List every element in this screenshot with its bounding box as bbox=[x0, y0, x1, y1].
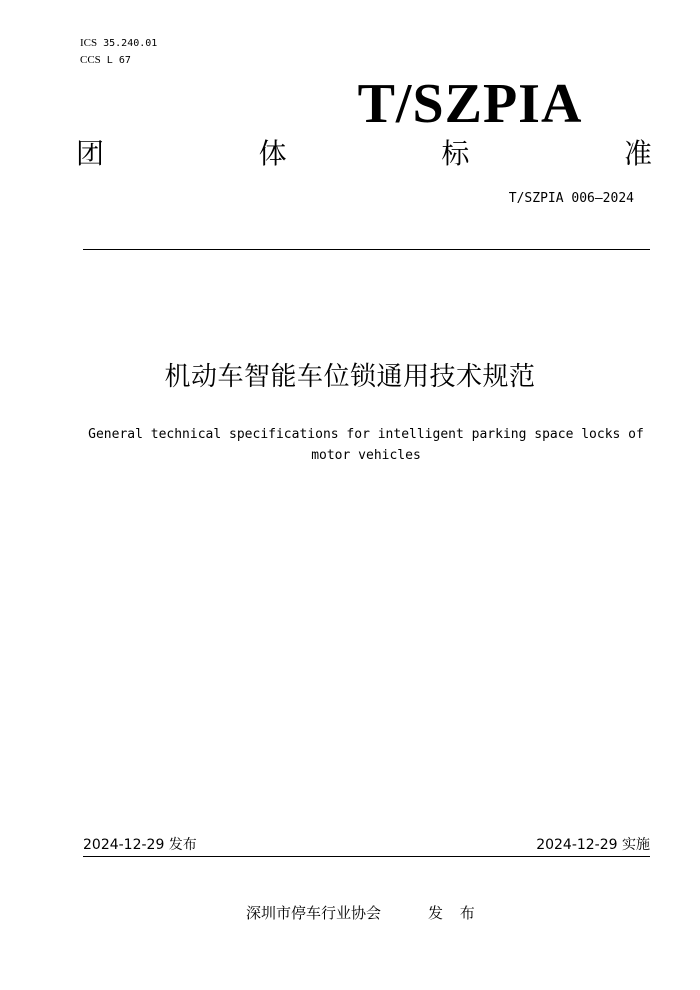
bottom-divider bbox=[83, 856, 650, 857]
document-title-cn: 机动车智能车位锁通用技术规范 bbox=[164, 362, 536, 392]
issuing-organization: 深圳市停车行业协会 bbox=[246, 904, 382, 922]
standard-type-char: 团 bbox=[76, 137, 105, 170]
ccs-label: CCS bbox=[80, 54, 101, 66]
standard-type-heading bbox=[76, 134, 652, 174]
ics-value: 35.240.01 bbox=[103, 38, 158, 49]
top-divider bbox=[83, 249, 650, 250]
standard-type-char: 标 bbox=[441, 137, 470, 170]
standard-number: T/SZPIA 006—2024 bbox=[508, 191, 634, 206]
implement-date: 2024-12-29 实施 bbox=[536, 837, 650, 853]
standard-type-char: 体 bbox=[258, 137, 287, 170]
ccs-code bbox=[80, 53, 131, 68]
publish-date: 2024-12-29 发布 bbox=[83, 837, 197, 853]
ccs-value: L 67 bbox=[106, 55, 131, 66]
ics-label: ICS bbox=[80, 37, 98, 49]
standard-type-char: 准 bbox=[623, 137, 652, 170]
ics-code bbox=[80, 36, 157, 51]
association-brand: T/SZPIA bbox=[357, 73, 583, 135]
document-title-en: General technical specifications for intelligent parking space locks of motor vehicles bbox=[88, 427, 644, 463]
issued-label: 发 布 bbox=[428, 904, 481, 922]
